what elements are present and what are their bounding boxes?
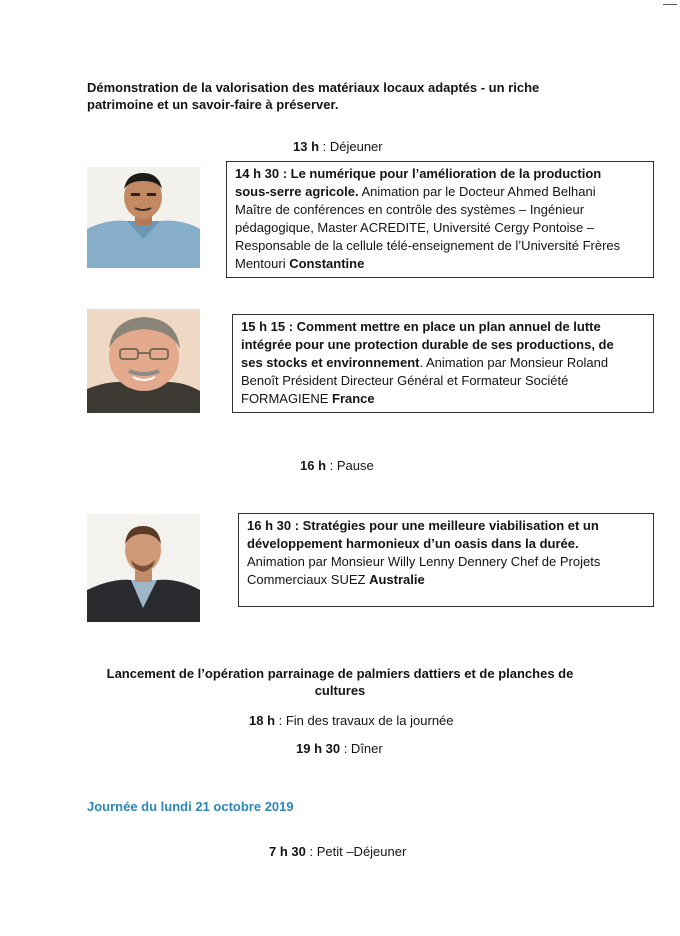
session-title-line-1: 16 h 30 : Stratégies pour une meilleure viabilisation et un (247, 518, 599, 533)
time-label: 18 h (249, 713, 276, 728)
session-title-line-2: intégrée pour une protection durable de ses productions, de (241, 337, 614, 352)
time-label: 16 h (300, 458, 327, 473)
intro-line-1: Démonstration de la valorisation des matériaux locaux adaptés - un riche (87, 80, 540, 95)
session-title-line-1: 15 h 15 : Comment mettre en place un plan annuel de lutte (241, 319, 601, 334)
session-line-3: Animation par Monsieur Willy Lenny Dennery Chef de Projets (247, 554, 601, 569)
event-label: : Déjeuner (319, 139, 383, 154)
time-label: 19 h 30 (296, 741, 341, 756)
schedule-diner (296, 741, 383, 756)
session-box-1630 (238, 513, 654, 607)
session-box-1430 (226, 161, 654, 278)
session-line-5: Responsable de la cellule télé-enseignement de l’Université Frères (235, 238, 621, 253)
schedule-petit-dejeuner (269, 844, 406, 859)
schedule-dejeuner (293, 139, 383, 154)
session-box-1515 (232, 314, 654, 413)
event-label: : Fin des travaux de la journée (275, 713, 454, 728)
session-line-4: pédagogique, Master ACREDITE, Université Cergy Pontoise – (235, 220, 595, 235)
time-label: 7 h 30 (269, 844, 306, 859)
speaker-photo-dennery (87, 514, 200, 622)
session-line-4: Benoît Président Directeur Général et Formateur Société (241, 373, 569, 388)
session-title-line-1: 14 h 30 : Le numérique pour l’amélioration de la production (235, 166, 602, 181)
intro-heading (87, 79, 607, 113)
lancement-line-2: cultures (314, 683, 366, 698)
lancement-heading (90, 665, 590, 699)
schedule-fin (249, 713, 454, 728)
session-line-3: ses stocks et environnement. Animation par Monsieur Roland (241, 355, 609, 370)
event-label: : Petit –Déjeuner (305, 844, 407, 859)
speaker-photo-benoit (87, 309, 200, 413)
intro-line-2: patrimoine et un savoir-faire à préserver. (87, 97, 339, 112)
speaker-photo-belhani (87, 167, 200, 268)
session-line-3: Maître de conférences en contrôle des systèmes – Ingénieur (235, 202, 585, 217)
day-heading: Journée du lundi 21 octobre 2019 (87, 799, 294, 814)
session-line-5: FORMAGIENE France (241, 391, 375, 406)
lancement-line-1: Lancement de l’opération parrainage de palmiers dattiers et de planches de (106, 666, 574, 681)
page-corner-mark (663, 4, 677, 5)
session-line-2: sous-serre agricole. Animation par le Docteur Ahmed Belhani (235, 184, 596, 199)
session-line-6: Mentouri Constantine (235, 256, 365, 271)
session-title-line-2: développement harmonieux d’un oasis dans la durée. (247, 536, 579, 551)
event-label: : Pause (326, 458, 374, 473)
time-label: 13 h (293, 139, 320, 154)
event-label: : Dîner (340, 741, 383, 756)
session-line-4: Commerciaux SUEZ Australie (247, 572, 425, 587)
schedule-pause (300, 458, 374, 473)
